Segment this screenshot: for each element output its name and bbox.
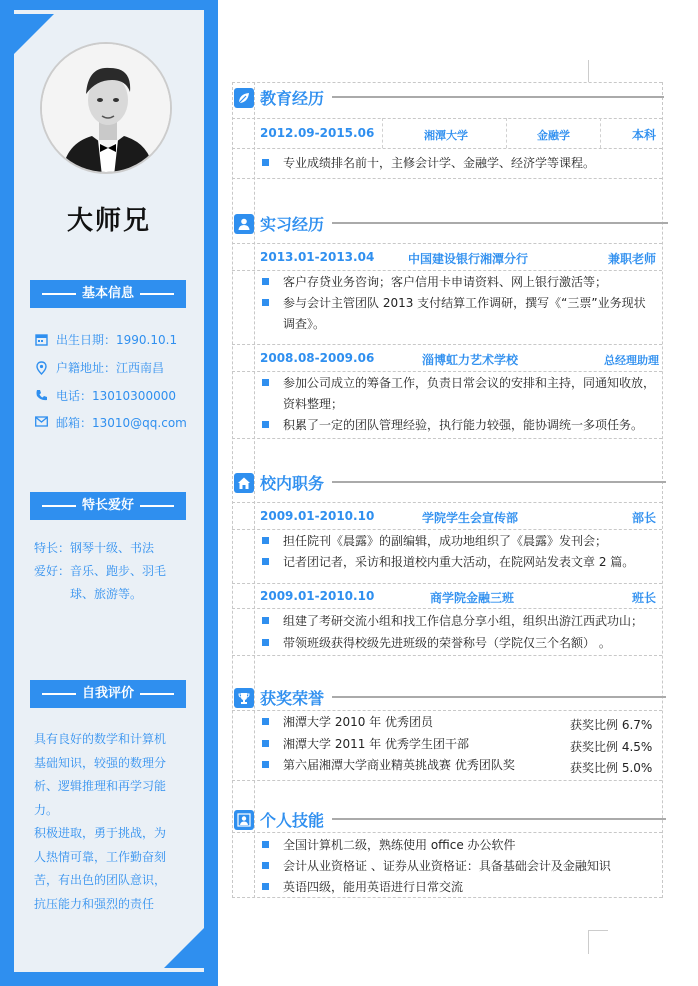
job-item-continued: 调查》。 (283, 317, 326, 331)
phone-row (34, 387, 176, 404)
section-rule (332, 222, 668, 224)
self-eval-text (34, 728, 180, 916)
email-row (34, 414, 187, 431)
education-section-title (234, 86, 324, 109)
award-item: 湘潭大学 2010 年 优秀团员 (262, 712, 433, 733)
skills-title: 个人技能 (260, 811, 325, 830)
row-divider (232, 371, 662, 372)
row-divider (232, 608, 662, 609)
education-detail: 专业成绩排名前十，主修会计学、金融学、经济学等课程。 (262, 153, 595, 174)
job-item: 参与会计主管团队 2013 支付结算工作调研，撰写《“三票”业务现状 (262, 293, 646, 314)
main-content (232, 0, 698, 986)
hometown-row (34, 359, 164, 376)
row-divider (232, 529, 662, 530)
skill-item: 英语四级，能用英语进行日常交流 (262, 877, 463, 898)
section-rule (332, 818, 666, 820)
frame-mark (588, 930, 608, 954)
row-divider (232, 148, 662, 149)
content-border-right (662, 82, 663, 898)
row-divider (232, 710, 662, 711)
hobby-line: 球、旅游等。 (70, 587, 143, 601)
award-rate: 获奖比例 5.0% (570, 761, 653, 775)
job-item: 积累了一定的团队管理经验，执行能力较强，能协调统一多项任务。 (262, 415, 643, 436)
job-item: 参加公司成立的筹备工作，负责日常会议的安排和主持，同通知收放， (262, 373, 655, 394)
internship-section-title (234, 212, 324, 235)
self-eval-line: 积极进取，勇于挑战，为 (34, 826, 167, 840)
corner-decoration-bottom (164, 928, 204, 968)
user-card-icon (234, 810, 254, 830)
cell-divider (382, 118, 383, 148)
self-eval-line: 抗压能力和强烈的责任 (34, 896, 155, 911)
row-divider (232, 118, 662, 119)
internship-title: 实习经历 (260, 215, 325, 234)
cell-divider (506, 118, 507, 148)
birth-row (34, 331, 177, 348)
post-item: 带领班级获得校级先进班级的荣誉称号（学院仅三个名额） 。 (262, 633, 611, 654)
skills-section-title (234, 808, 324, 831)
skill-item: 全国计算机二级，熟练使用 office 办公软件 (262, 835, 516, 856)
cell-divider (600, 118, 601, 148)
self-eval-line: 力。 (34, 802, 59, 817)
self-eval-line: 基础知识，较强的数理分 (34, 755, 167, 770)
awards-title: 获奖荣誉 (260, 689, 325, 708)
content-border-left (232, 82, 233, 898)
location-pin-icon (34, 361, 48, 375)
section-rule (332, 481, 666, 483)
row-divider (232, 344, 662, 345)
award-item: 第六届湘潭大学商业精英挑战赛 优秀团队奖 (262, 755, 515, 776)
row-divider (232, 178, 662, 179)
section-rule (332, 696, 666, 698)
job-period: 2008.08-2009.06 (260, 351, 375, 365)
job-company: 淄博虹力艺术学校 (422, 353, 519, 367)
hobbies-header (30, 492, 186, 520)
row-divider (232, 502, 662, 503)
hobbies-title: 特长爱好 (81, 498, 134, 513)
row-divider (232, 438, 662, 439)
row-divider (232, 270, 662, 271)
hobbies-text (34, 537, 184, 606)
award-item: 湘潭大学 2011 年 优秀学生团干部 (262, 734, 469, 755)
phone-icon (34, 389, 48, 403)
mail-icon (34, 416, 48, 430)
job-role: 总经理助理 (604, 354, 659, 367)
education-title: 教育经历 (260, 89, 325, 108)
self-eval-line: 苦，有出色的团队意识， (34, 873, 167, 887)
self-eval-line: 析、逻辑推理和再学习能 (34, 779, 167, 793)
row-divider (232, 243, 662, 244)
avatar (40, 42, 172, 174)
row-divider (232, 832, 662, 833)
section-rule (332, 96, 664, 98)
job-company: 中国建设银行湘潭分行 (408, 252, 529, 266)
self-eval-line: 人热情可靠，工作勤奋刻 (34, 849, 167, 864)
campus-section-title (234, 471, 324, 494)
post-item: 记者团记者，采访和报道校内重大活动，在院网站发表文章 2 篇。 (262, 552, 634, 573)
content-border-top (232, 82, 662, 83)
education-degree: 本科 (632, 128, 657, 142)
job-item-continued: 资料整理； (283, 397, 344, 411)
post-role: 部长 (632, 511, 657, 525)
job-role: 兼职老师 (608, 252, 657, 266)
calendar-icon (34, 333, 48, 347)
sidebar (0, 0, 218, 986)
frame-mark (588, 60, 589, 82)
birth-date: 出生日期：1990.10.1 (56, 333, 178, 347)
job-period: 2013.01-2013.04 (260, 250, 375, 264)
row-divider (232, 780, 662, 781)
post-period: 2009.01-2010.10 (260, 589, 375, 603)
leaf-icon (234, 88, 254, 108)
self-eval-title: 自我评价 (81, 686, 134, 701)
self-eval-header (30, 680, 186, 708)
hometown: 户籍地址：江西南昌 (56, 361, 165, 375)
row-divider (232, 583, 662, 584)
awards-section-title (234, 686, 324, 709)
house-icon (234, 473, 254, 493)
education-major: 金融学 (537, 129, 570, 142)
award-rate: 获奖比例 4.5% (570, 740, 653, 754)
basic-info-header (30, 280, 186, 308)
post-item: 组建了考研交流小组和找工作信息分享小组，组织出游江西武功山； (262, 611, 643, 632)
hobby-line: 爱好：音乐、跑步、羽毛 (34, 564, 167, 578)
education-period: 2012.09-2015.06 (260, 126, 375, 140)
row-divider (232, 655, 662, 656)
post-org: 商学院金融三班 (430, 591, 515, 605)
hobby-line: 特长：钢琴十级、书法 (34, 541, 155, 555)
phone-number: 电话：13010300000 (56, 389, 176, 403)
post-role: 班长 (632, 591, 657, 605)
email-address: 邮箱：13010@qq.com (56, 416, 187, 430)
post-org: 学院学生会宣传部 (422, 511, 519, 525)
person-icon (234, 214, 254, 234)
campus-title: 校内职务 (260, 474, 325, 493)
trophy-icon (234, 688, 254, 708)
person-name: 大师兄 (66, 206, 151, 236)
corner-decoration-top (10, 14, 54, 58)
award-rate: 获奖比例 6.7% (570, 718, 653, 732)
post-item: 担任院刊《晨露》的副编辑，成功地组织了《晨露》发刊会； (262, 531, 607, 552)
job-item: 客户存贷业务咨询；客户信用卡申请资料、网上银行激活等； (262, 272, 607, 293)
skill-item: 会计从业资格证 、证券从业资格证：具备基础会计及金融知识 (262, 856, 611, 877)
self-eval-line: 具有良好的数学和计算机 (34, 732, 167, 746)
post-period: 2009.01-2010.10 (260, 509, 375, 523)
education-school: 湘潭大学 (424, 129, 468, 142)
basic-info-title: 基本信息 (81, 286, 134, 301)
